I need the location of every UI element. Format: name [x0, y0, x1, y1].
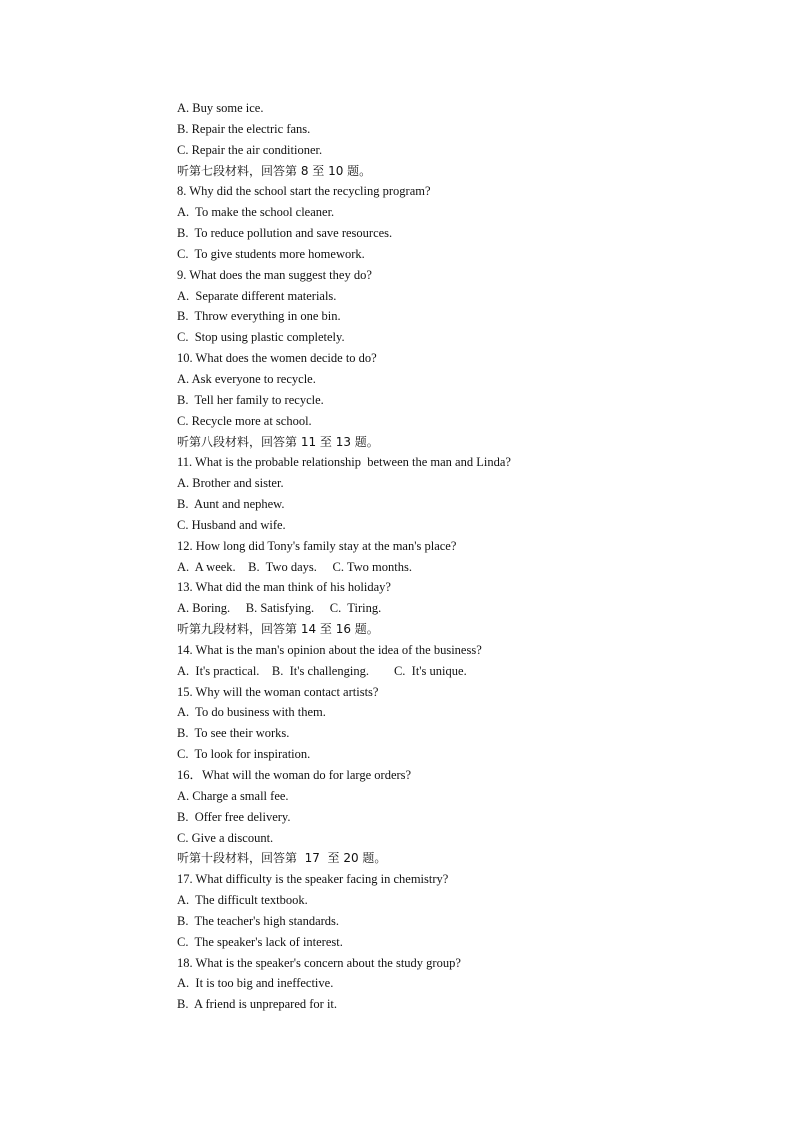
- text-line: 10. What does the women decide to do?: [177, 351, 377, 366]
- text-line: B. Tell her family to recycle.: [177, 392, 324, 407]
- text-line: C. To give students more homework.: [177, 246, 365, 261]
- text-line: A. Separate different materials.: [177, 288, 337, 303]
- text-line: 15. Why will the woman contact artists?: [177, 684, 379, 699]
- text-line: A. To do business with them.: [177, 705, 326, 720]
- text-line: C. Recycle more at school.: [177, 413, 312, 428]
- text-line: A. Brother and sister.: [177, 476, 284, 491]
- text-line: 16．What will the woman do for large orders?: [177, 768, 412, 782]
- text-line: 8. Why did the school start the recycling program?: [177, 184, 431, 199]
- text-line: C. Stop using plastic completely.: [177, 330, 345, 345]
- text-line: A. Buy some ice.: [177, 101, 264, 115]
- text-line: B. To reduce pollution and save resources.: [177, 226, 393, 241]
- text-line: B. To see their works.: [177, 726, 290, 741]
- text-line: C. Give a discount.: [177, 830, 274, 845]
- section-header: 听第七段材料，回答第 8 至 10 题。: [177, 163, 372, 178]
- text-line: 13. What did the man think of his holiday?: [177, 580, 391, 595]
- text-line: A. It is too big and ineffective.: [177, 976, 334, 991]
- question-list: [177, 98, 737, 1015]
- text-line: B. Offer free delivery.: [177, 809, 291, 824]
- text-line: 18. What is the speaker's concern about the study group?: [177, 955, 461, 970]
- text-line: A. Ask everyone to recycle.: [177, 371, 316, 386]
- text-line: A. Boring. B. Satisfying. C. Tiring.: [177, 601, 382, 616]
- text-line: C. Husband and wife.: [177, 517, 286, 532]
- text-line: B. Aunt and nephew.: [177, 497, 285, 512]
- text-line: A. The difficult textbook.: [177, 893, 308, 908]
- text-line: 11. What is the probable relationship between the man and Linda?: [177, 455, 511, 470]
- section-header: 听第八段材料，回答第 11 至 13 题。: [177, 434, 379, 449]
- text-line: 14. What is the man's opinion about the idea of the business?: [177, 642, 482, 657]
- text-line: C. Repair the air conditioner.: [177, 142, 323, 157]
- section-header: 听第九段材料，回答第 14 至 16 题。: [177, 622, 379, 637]
- text-line: 17. What difficulty is the speaker facing in chemistry?: [177, 872, 449, 887]
- text-line: 9. What does the man suggest they do?: [177, 267, 372, 282]
- text-line: A. A week. B. Two days. C. Two months.: [177, 559, 412, 574]
- text-line: B. A friend is unprepared for it.: [177, 997, 338, 1012]
- text-line: A. To make the school cleaner.: [177, 205, 335, 220]
- text-line: B. Repair the electric fans.: [177, 121, 311, 136]
- text-line: B. Throw everything in one bin.: [177, 309, 341, 324]
- text-line: C. To look for inspiration.: [177, 747, 311, 762]
- text-line: B. The teacher's high standards.: [177, 913, 340, 928]
- section-header: 听第十段材料，回答第 17 至 20 题。: [177, 851, 387, 866]
- text-line: A. It's practical. B. It's challenging. C. It's unique.: [177, 663, 467, 678]
- text-line: C. The speaker's lack of interest.: [177, 934, 343, 949]
- text-line: A. Charge a small fee.: [177, 788, 289, 803]
- text-line: 12. How long did Tony's family stay at the man's place?: [177, 538, 457, 553]
